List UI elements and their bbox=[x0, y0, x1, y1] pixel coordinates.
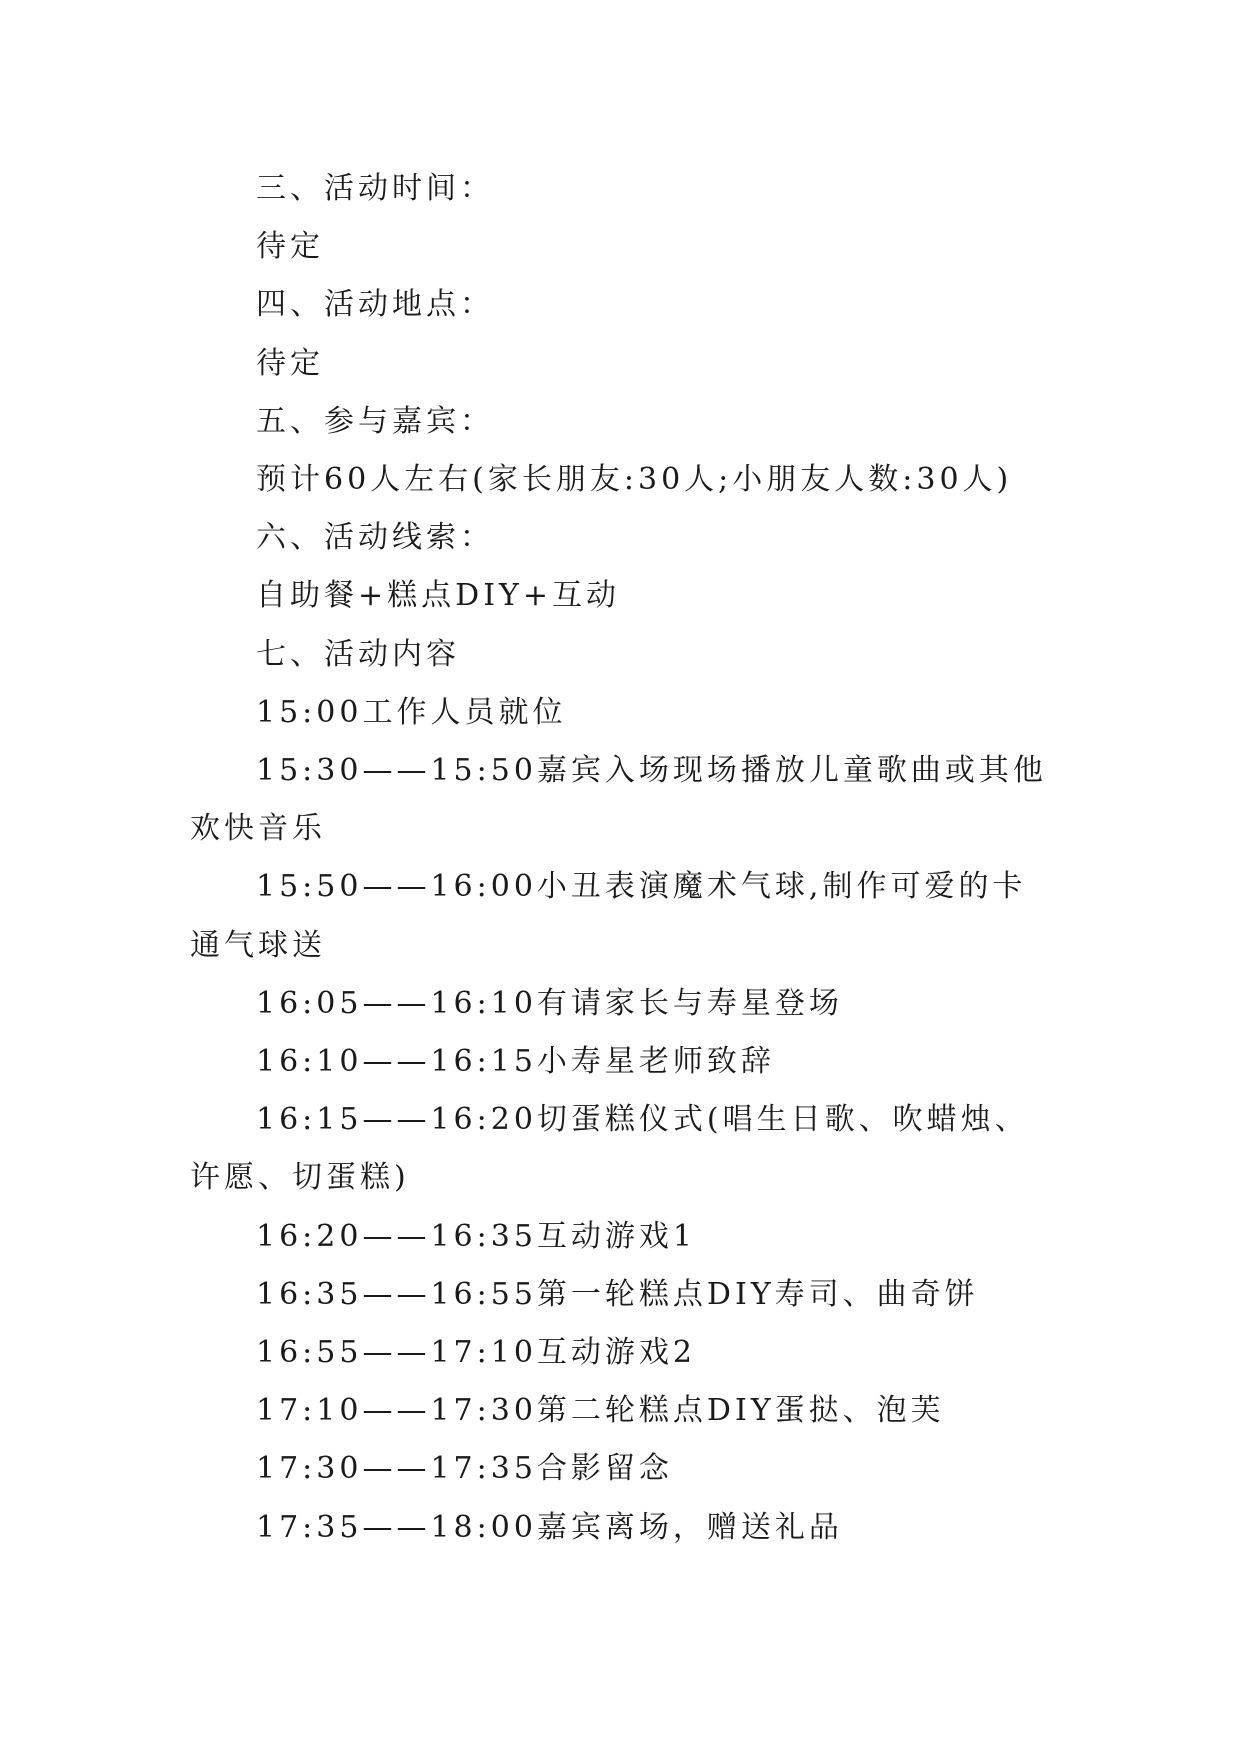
schedule-item: 17:30——17:35合影留念 bbox=[256, 1451, 673, 1487]
schedule-item: 17:35——18:00嘉宾离场，赠送礼品 bbox=[256, 1509, 843, 1545]
activity-location-value: 待定 bbox=[256, 345, 324, 381]
schedule-item: 16:55——17:10互动游戏2 bbox=[256, 1335, 696, 1371]
schedule-item: 16:20——16:35互动游戏1 bbox=[256, 1218, 696, 1254]
guests-value: 预计60人左右(家长朋友:30人;小朋友人数:30人) bbox=[256, 462, 1013, 498]
activity-time-value: 待定 bbox=[256, 229, 324, 265]
heading-activity-content: 七、活动内容 bbox=[256, 636, 460, 672]
schedule-item: 16:10——16:15小寿星老师致辞 bbox=[256, 1044, 775, 1080]
heading-activity-location: 四、活动地点： bbox=[256, 287, 494, 323]
schedule-item: 17:10——17:30第二轮糕点DIY蛋挞、泡芙 bbox=[256, 1393, 945, 1429]
schedule-item: 16:15——16:20切蛋糕仪式(唱生日歌、吹蜡烛、许愿、切蛋糕) bbox=[190, 1102, 1029, 1196]
schedule-item: 15:30——15:50嘉宾入场现场播放儿童歌曲或其他欢快音乐 bbox=[190, 753, 1047, 847]
heading-guests: 五、参与嘉宾： bbox=[256, 403, 494, 439]
document-body bbox=[190, 160, 1060, 1557]
schedule-item: 16:05——16:10有请家长与寿星登场 bbox=[256, 985, 843, 1021]
heading-activity-time: 三、活动时间： bbox=[256, 171, 494, 206]
schedule-item: 15:50——16:00小丑表演魔术气球,制作可爱的卡通气球送 bbox=[190, 869, 1027, 963]
activity-outline-value: 自助餐+糕点DIY+互动 bbox=[256, 578, 620, 614]
heading-activity-outline: 六、活动线索： bbox=[256, 520, 494, 556]
schedule-item: 15:00工作人员就位 bbox=[256, 694, 567, 730]
schedule-item: 16:35——16:55第一轮糕点DIY寿司、曲奇饼 bbox=[256, 1276, 979, 1312]
